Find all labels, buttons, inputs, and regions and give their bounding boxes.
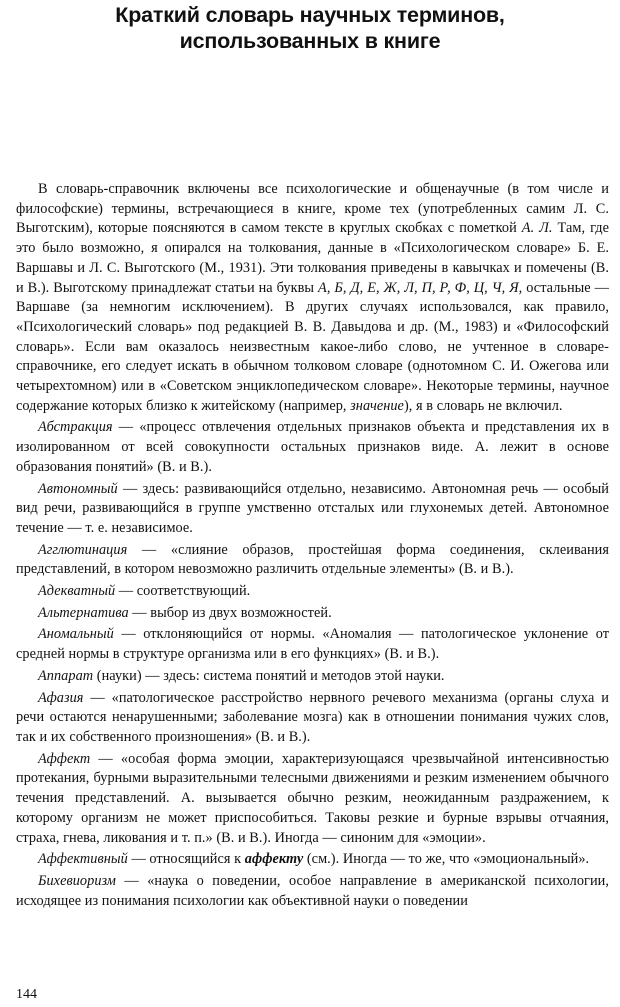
entry-term: Альтернатива xyxy=(38,604,129,621)
intro-italic-example: значение xyxy=(350,397,404,414)
dictionary-entry xyxy=(16,480,609,539)
entry-term: Автономный xyxy=(38,480,118,497)
entry-term: Аффективный xyxy=(38,851,128,868)
intro-italic-letters: А, Б, Д, Е, Ж, Л, П, Р, Ф, Ц, Ч, Я, xyxy=(318,279,523,296)
dictionary-entry xyxy=(16,872,609,911)
page-number: 144 xyxy=(16,987,37,1002)
entry-definition: — «процесс отвлечения отдельных признаков объекта и представления их в изолированном от всей совокупности остальных признаков виде. А. лежит в основе образования понятий» (В. и В.). xyxy=(16,419,609,475)
intro-italic-mark: А. Л. xyxy=(521,220,553,237)
dictionary-entry xyxy=(16,850,609,870)
dictionary-entry xyxy=(16,689,609,748)
entry-term: Абстракция xyxy=(38,419,113,436)
entry-definition: — «наука о поведении, особое направление в американской психологии, исходящее из понимания психологии как объективной науки о поведении xyxy=(16,872,609,909)
intro-paragraph xyxy=(16,180,609,416)
entry-definition: (см.). Иногда — то же, что «эмоциональный». xyxy=(303,851,590,868)
dictionary-entry xyxy=(16,625,609,664)
entry-term: Бихевиоризм xyxy=(38,872,116,889)
dictionary-entry xyxy=(16,604,609,624)
entry-term: Афазия xyxy=(38,689,84,706)
entry-definition: — относящийся к xyxy=(127,851,245,868)
dictionary-entry xyxy=(16,582,609,602)
page-title-line-1: Краткий словарь научных терминов, xyxy=(115,3,505,27)
page-title xyxy=(0,2,620,54)
dictionary-entry xyxy=(16,667,609,687)
entry-term: Аппарат xyxy=(38,667,94,684)
intro-text: Там, где это было возможно, я опирался на толкования, данные в «Психологическом словаре» Б. Е. Варшавы и Л. С. Выготского (М., 1931). Эти толкования приведены в кавычках и помечены (В. и В.). Выготскому принадлежат статьи на буквы xyxy=(16,220,609,296)
dictionary-entry xyxy=(16,541,609,580)
entry-definition: — отклоняющийся от нормы. «Аномалия — патологическое уклонение от средней нормы в структуре организма или в его функциях» (В. и В.). xyxy=(16,626,609,663)
dictionary-body xyxy=(16,180,609,911)
entry-term: Аномальный xyxy=(38,626,114,643)
entry-definition: — «особая форма эмоции, характеризующаяся чрезвычайной интенсивностью протекания, бурными выразительными телесными движениями и резким изменением обычного течения представлений. А. вызывается обычно резким, неожиданным раздражением, к которому организм не может приспособиться. Таковы резкие и бурные взрывы отчаяния, страха, гнева, ликования и т. п.» (В. и В.). Иногда — синоним для «эмоции». xyxy=(16,750,609,846)
page-title-line-2: использованных в книге xyxy=(179,29,441,53)
dictionary-entry xyxy=(16,418,609,477)
intro-text: ), я в словарь не включил. xyxy=(403,397,563,414)
entry-definition: — выбор из двух возможностей. xyxy=(128,604,332,621)
dictionary-entry xyxy=(16,750,609,849)
entry-definition: (науки) — здесь: система понятий и методов этой науки. xyxy=(93,667,445,684)
entry-definition: — «патологическое расстройство нервного речевого механизма (органы слуха и речи остаются ненарушенными; заболевание мозга) как в отношении понимания чужих слов, так и их собственного произношения» (В. и В.). xyxy=(16,689,609,745)
entry-term: Адекватный xyxy=(38,583,116,600)
entry-definition: — «слияние образов, простейшая форма соединения, склеивания представлений, в котором невозможно различить отдельные элементы» (В. и В.). xyxy=(16,541,609,578)
intro-text: остальные — Варшаве (за немногим исключением). В других случаях использовался, как правило, «Психологический словарь» под редакцией В. В. Давыдова и др. (М., 1983) и «Философский словарь». Если вам оказалось неизвестным какое-либо слово, не учтенное в словаре-справочнике, его следует искать в обычном толковом словаре (однотомном С. И. Ожегова или четырехтомном) или в «Советском энциклопедическом словаре». Некоторые термины, научное содержание которых близко к житейскому (например, xyxy=(16,279,610,414)
entry-definition: — соответствующий. xyxy=(115,583,251,600)
entry-term: Агглютинация xyxy=(38,541,128,558)
entry-cross-reference: аффекту xyxy=(244,851,304,868)
intro-text: В словарь-справочник включены все психологические и общенаучные (в том числе и философские) термины, встречающиеся в книге, кроме тех (употребленных самим Л. С. Выготским), которые поясняются в самом тексте в круглых скобках с пометкой xyxy=(16,181,609,237)
entry-definition: — здесь: развивающийся отдельно, независимо. Автономная речь — особый вид речи, развивающийся в группе умственно отсталых или глухонемых детей. Автономное течение — т. е. независимое. xyxy=(16,480,609,536)
entry-term: Аффект xyxy=(38,750,91,767)
